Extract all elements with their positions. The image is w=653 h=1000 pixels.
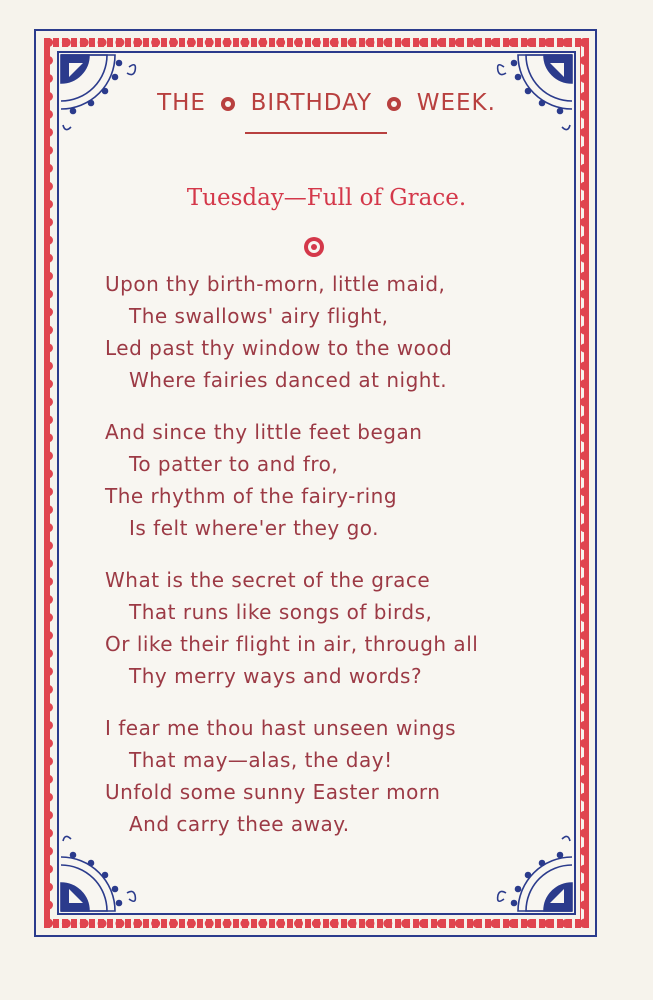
poem-line: Is felt where'er they go. <box>129 516 380 540</box>
poem-line: And since thy little feet began <box>105 420 423 444</box>
poem-line: The swallows' airy flight, <box>129 304 389 328</box>
stanza <box>105 416 575 544</box>
poem-line: The rhythm of the fairy-ring <box>105 484 398 508</box>
poem-body <box>105 268 575 860</box>
stanza <box>105 712 575 840</box>
poem-line: Or like their flight in air, through all <box>105 632 479 656</box>
flower-ornament-icon <box>386 96 402 112</box>
poem-line: What is the secret of the grace <box>105 568 431 592</box>
flower-ornament-icon <box>220 96 236 112</box>
poem-line: That runs like songs of birds, <box>129 600 433 624</box>
poem-line: Where fairies danced at night. <box>129 368 448 392</box>
poem-title: Tuesday—Full of Grace. <box>186 185 467 211</box>
heading-rule <box>245 132 387 134</box>
poem-line: I fear me thou hast unseen wings <box>105 716 457 740</box>
poem-line: Unfold some sunny Easter morn <box>105 780 441 804</box>
poem-line: And carry thee away. <box>129 812 350 836</box>
poem-line: Led past thy window to the wood <box>105 336 453 360</box>
heading-word-birthday: BIRTHDAY <box>250 90 373 116</box>
stanza <box>105 268 575 396</box>
poem-line: Upon thy birth-morn, little maid, <box>105 272 446 296</box>
heading-word-week: WEEK. <box>416 90 496 116</box>
page-heading <box>0 90 653 116</box>
poem-line: To patter to and fro, <box>129 452 339 476</box>
stanza <box>105 564 575 692</box>
heading-word-the: THE <box>157 90 206 116</box>
poem-line: That may—alas, the day! <box>129 748 393 772</box>
rosette-ornament-icon <box>303 236 325 258</box>
poem-line: Thy merry ways and words? <box>129 664 423 688</box>
